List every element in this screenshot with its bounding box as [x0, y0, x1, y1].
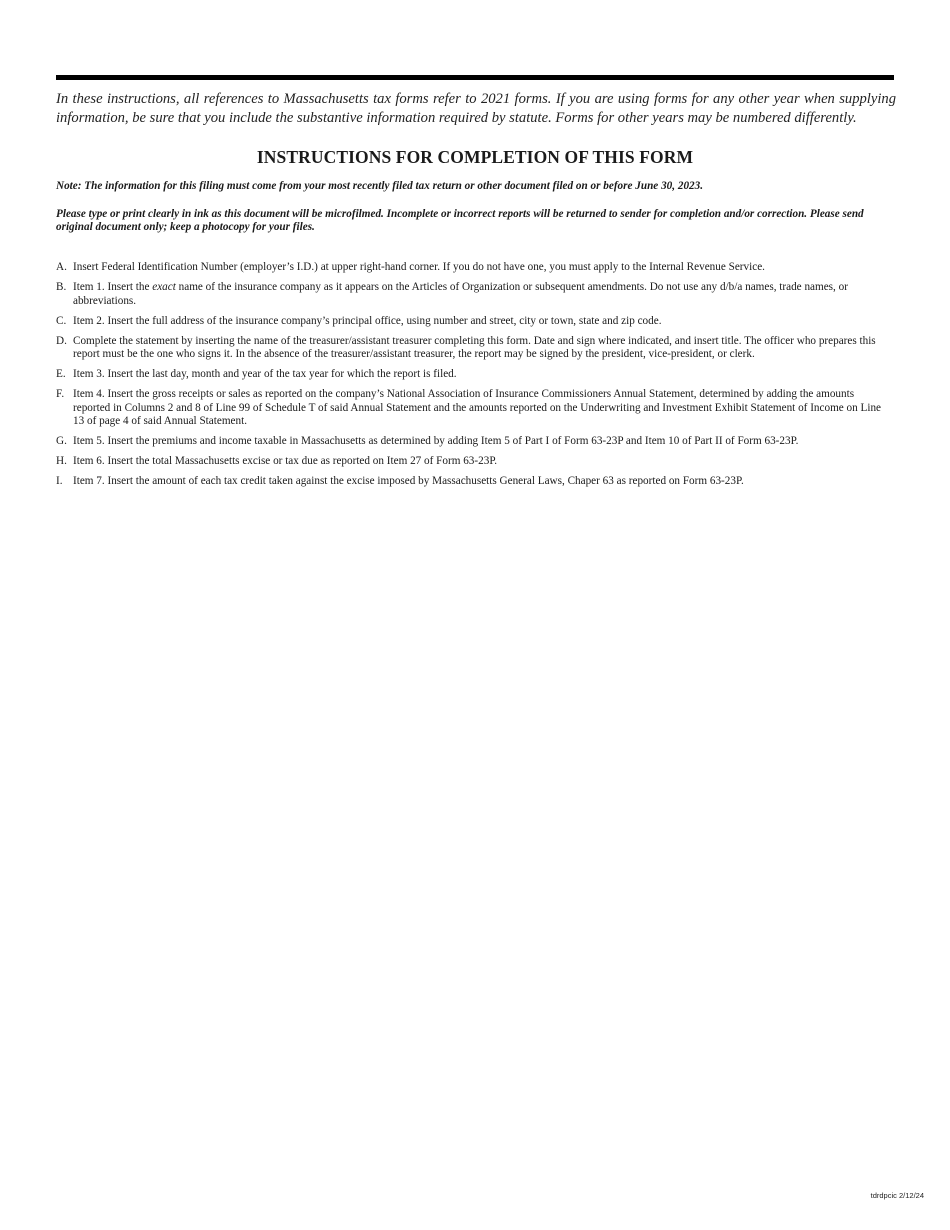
item-emphasis: exact	[152, 281, 176, 293]
instruction-list	[56, 261, 884, 495]
page-title: INSTRUCTIONS FOR COMPLETION OF THIS FORM	[256, 147, 694, 167]
item-text: Item 5. Insert the premiums and income taxable in Massachusetts as determined by adding Item 5 of Part I of Form 63-23P and Item 10 of Part II of Form 63-23P.	[73, 435, 799, 447]
instruction-item-i	[56, 475, 884, 489]
item-text	[73, 281, 884, 308]
instruction-item-b	[56, 281, 884, 308]
item-text: Item 7. Insert the amount of each tax credit taken against the excise imposed by Massachusetts General Laws, Chaper 63 as reported on Form 63-23P.	[73, 475, 744, 487]
item-text: Item 2. Insert the full address of the insurance company’s principal office, using number and street, city or town, state and zip code.	[73, 314, 662, 327]
item-letter: A.	[56, 261, 67, 273]
instruction-item-e	[56, 368, 884, 382]
item-text: Item 6. Insert the total Massachusetts excise or tax due as reported on Item 27 of Form 63-23P.	[73, 455, 498, 467]
item-letter: B.	[56, 281, 67, 293]
microfilm-notice: Please type or print clearly in ink as this document will be microfilmed. Incomplete or incorrect reports will be returned to sender for completion and/or correction. Please send original document only; keep a photocopy for your files.	[56, 208, 864, 233]
instruction-item-d	[56, 335, 884, 362]
item-text: Item 4. Insert the gross receipts or sales as reported on the company’s National Association of Insurance Commissioners Annual Statement, determined by adding the amounts reported in Columns 2 and 8 of Line 99 of Schedule T of said Annual Statement and the amounts reported on the Underwriting and Investment Exhibit Statement of Income on Line 13 of page 4 of said Annual Statement.	[73, 388, 882, 427]
intro-paragraph: In these instructions, all references to Massachusetts tax forms refer to 2021 forms. If you are using forms for any other year when supplying information, be sure that you include the substantive information required by statute. Forms for other years may be numbered differently.	[56, 91, 896, 126]
instruction-item-a	[56, 261, 884, 275]
instruction-item-c	[56, 315, 884, 329]
item-letter: E.	[56, 368, 66, 380]
instruction-item-h	[56, 455, 884, 469]
item-letter: F.	[56, 388, 65, 400]
form-revision-code: tdrdpcic 2/12/24	[870, 1191, 924, 1200]
item-letter: I.	[56, 475, 63, 487]
filing-note: Note: The information for this filing must come from your most recently filed tax return or other document filed on or before June 30, 2023.	[56, 180, 704, 192]
item-text-after: name of the insurance company as it appears on the Articles of Organization or subsequent amendments. Do not use any d/b/a names, trade names, or abbreviations.	[73, 281, 848, 307]
item-letter: D.	[56, 334, 67, 347]
item-text: Item 3. Insert the last day, month and year of the tax year for which the report is filed.	[73, 368, 457, 380]
item-letter: G.	[56, 435, 67, 447]
item-text-before: Item 1. Insert the	[73, 281, 153, 293]
top-rule	[56, 75, 894, 80]
item-letter: H.	[56, 455, 67, 467]
item-text: Insert Federal Identification Number (employer’s I.D.) at upper right-hand corner. If you do not have one, you must apply to the Internal Revenue Service.	[73, 261, 765, 273]
item-letter: C.	[56, 314, 67, 327]
instruction-item-g	[56, 435, 884, 449]
item-text: Complete the statement by inserting the name of the treasurer/assistant treasurer completing this form. Date and sign where indicated, and insert title. The officer who prepares this report must be the one who signs it. In the absence of the treasurer/assistant treasurer, the report may be signed by the president, vice-president, or clerk.	[73, 334, 876, 360]
instruction-item-f	[56, 388, 884, 429]
